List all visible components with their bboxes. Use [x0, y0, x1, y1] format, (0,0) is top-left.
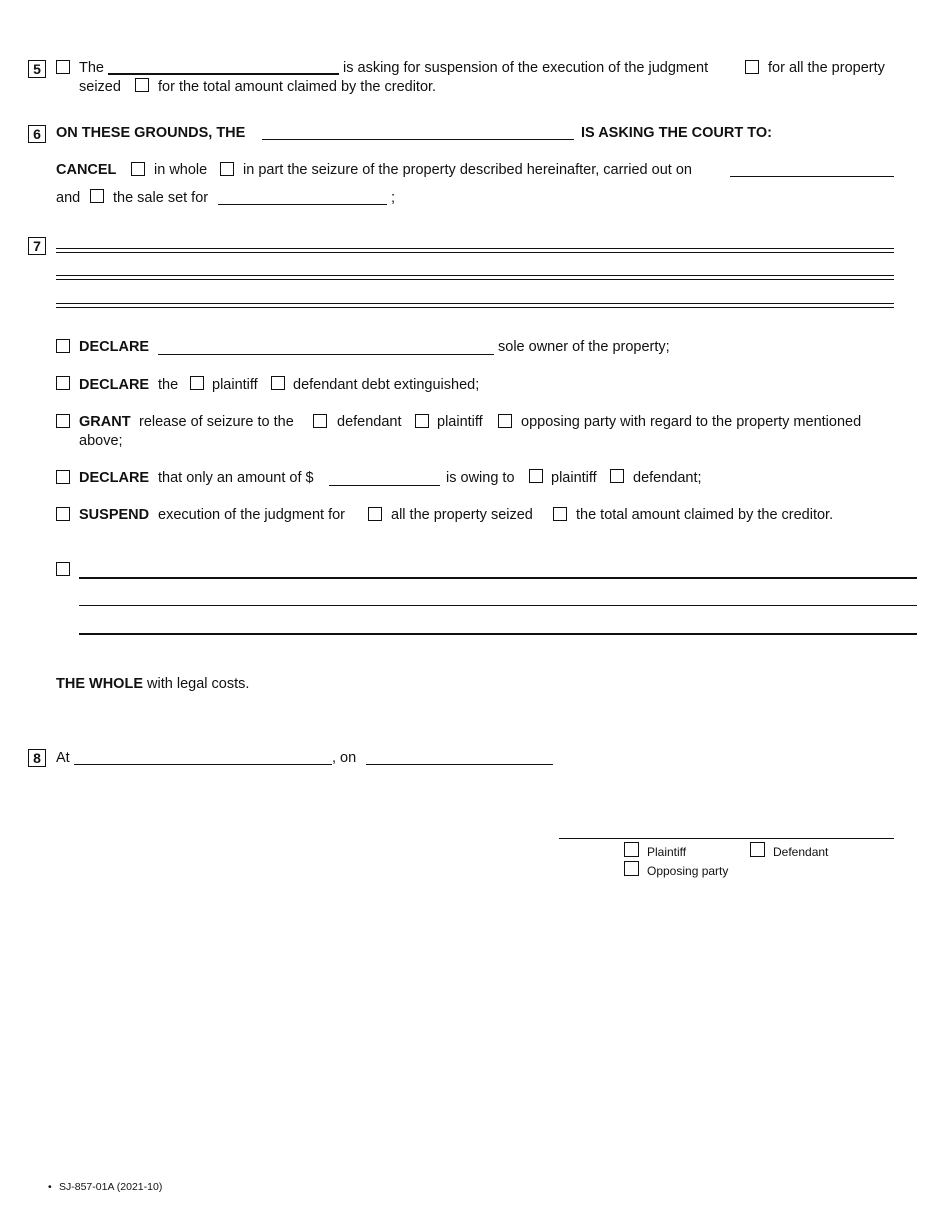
signature-defendant-checkbox[interactable]: [750, 842, 765, 857]
section-6-party-field[interactable]: [262, 139, 574, 140]
section-5-seized: seized: [79, 79, 121, 95]
grant-defendant-checkbox[interactable]: [313, 414, 327, 428]
grant-opposing-label: opposing party with regard to the property mentioned: [521, 414, 862, 430]
other-conclusion-line-1[interactable]: [79, 577, 917, 579]
declare-amount-owing: is owing to: [446, 470, 515, 486]
sale-set-label: the sale set for: [113, 190, 209, 206]
cancel-label: CANCEL: [56, 162, 117, 178]
grounds-line-3[interactable]: [56, 303, 894, 308]
section-7-number: 7: [28, 237, 46, 255]
suspend-all-property-checkbox[interactable]: [368, 507, 382, 521]
declare-debt-defendant-checkbox[interactable]: [271, 376, 285, 390]
signature-line[interactable]: [559, 838, 894, 839]
suspend-text: execution of the judgment for: [158, 507, 346, 523]
cancel-in-part-label: in part the seizure of the property described hereinafter, carried out on: [243, 162, 692, 178]
cancel-in-whole-label: in whole: [154, 162, 208, 178]
declare-amount-defendant-checkbox[interactable]: [610, 469, 624, 483]
grant-plaintiff-checkbox[interactable]: [415, 414, 429, 428]
suspend-total-amount-label: the total amount claimed by the creditor.: [576, 507, 834, 523]
footer-bullet: •: [48, 1181, 52, 1193]
signature-plaintiff-label: Plaintiff: [647, 845, 687, 859]
suspend-total-amount-checkbox[interactable]: [553, 507, 567, 521]
signature-opposing-label: Opposing party: [647, 864, 729, 878]
declare-owner-text: sole owner of the property;: [498, 339, 670, 355]
section-6-number: 6: [28, 125, 46, 143]
sale-semicolon: ;: [391, 190, 396, 206]
sale-checkbox[interactable]: [90, 189, 104, 203]
seizure-date-field[interactable]: [730, 176, 894, 177]
declare-debt-bold: DECLARE: [79, 377, 150, 393]
at-label: At: [56, 750, 70, 766]
declare-amount-defendant-label: defendant;: [633, 470, 702, 486]
grant-text: release of seizure to the: [139, 414, 294, 430]
section-5-number: 5: [28, 60, 46, 78]
other-conclusion-checkbox[interactable]: [56, 562, 70, 576]
grant-bold: GRANT: [79, 414, 131, 430]
declare-debt-checkbox[interactable]: [56, 376, 70, 390]
section-5-all-property-label: for all the property: [768, 60, 885, 76]
grant-defendant-label: defendant: [337, 414, 402, 430]
section-6-asking: IS ASKING THE COURT TO:: [581, 125, 772, 141]
sale-date-field[interactable]: [218, 204, 387, 205]
grant-opposing-checkbox[interactable]: [498, 414, 512, 428]
section-5-all-property-checkbox[interactable]: [745, 60, 759, 74]
section-5-text: is asking for suspension of the execution of the judgment: [343, 60, 709, 76]
cancel-in-whole-checkbox[interactable]: [131, 162, 145, 176]
suspend-bold: SUSPEND: [79, 507, 150, 523]
declare-owner-checkbox[interactable]: [56, 339, 70, 353]
declare-amount-plaintiff-checkbox[interactable]: [529, 469, 543, 483]
section-5-total-amount-label: for the total amount claimed by the creditor.: [158, 79, 437, 95]
place-field[interactable]: [74, 764, 332, 765]
grant-plaintiff-label: plaintiff: [437, 414, 483, 430]
section-5-the: The: [79, 60, 104, 76]
grant-checkbox[interactable]: [56, 414, 70, 428]
section-5-checkbox[interactable]: [56, 60, 70, 74]
declare-debt-plaintiff-label: plaintiff: [212, 377, 258, 393]
suspend-checkbox[interactable]: [56, 507, 70, 521]
declare-amount-text: that only an amount of $: [158, 470, 314, 486]
signature-defendant-label: Defendant: [773, 845, 829, 859]
declare-debt-plaintiff-checkbox[interactable]: [190, 376, 204, 390]
signature-opposing-checkbox[interactable]: [624, 861, 639, 876]
grant-above: above;: [79, 433, 123, 449]
declare-owner-bold: DECLARE: [79, 339, 150, 355]
declare-debt-the: the: [158, 377, 179, 393]
the-whole-bold: THE WHOLE: [56, 676, 143, 692]
section-6-on-grounds: ON THESE GROUNDS, THE: [56, 125, 246, 141]
declare-amount-bold: DECLARE: [79, 470, 150, 486]
cancel-in-part-checkbox[interactable]: [220, 162, 234, 176]
grounds-line-2[interactable]: [56, 275, 894, 280]
declare-debt-defendant-label: defendant debt extinguished;: [293, 377, 480, 393]
section-5-total-amount-checkbox[interactable]: [135, 78, 149, 92]
amount-field[interactable]: [329, 485, 440, 486]
date-field[interactable]: [366, 764, 553, 765]
section-5-party-field[interactable]: [108, 73, 339, 75]
suspend-all-property-label: all the property seized: [391, 507, 533, 523]
and-label: and: [56, 190, 81, 206]
grounds-line-1[interactable]: [56, 248, 894, 253]
section-8-number: 8: [28, 749, 46, 767]
declare-amount-checkbox[interactable]: [56, 470, 70, 484]
on-label: , on: [332, 750, 357, 766]
owner-name-field[interactable]: [158, 354, 494, 355]
the-whole-text: with legal costs.: [147, 676, 250, 692]
signature-plaintiff-checkbox[interactable]: [624, 842, 639, 857]
declare-amount-plaintiff-label: plaintiff: [551, 470, 597, 486]
other-conclusion-line-2[interactable]: [79, 605, 917, 606]
the-whole-statement: [56, 676, 249, 692]
other-conclusion-line-3[interactable]: [79, 633, 917, 635]
form-code: SJ-857-01A (2021-10): [59, 1181, 163, 1193]
